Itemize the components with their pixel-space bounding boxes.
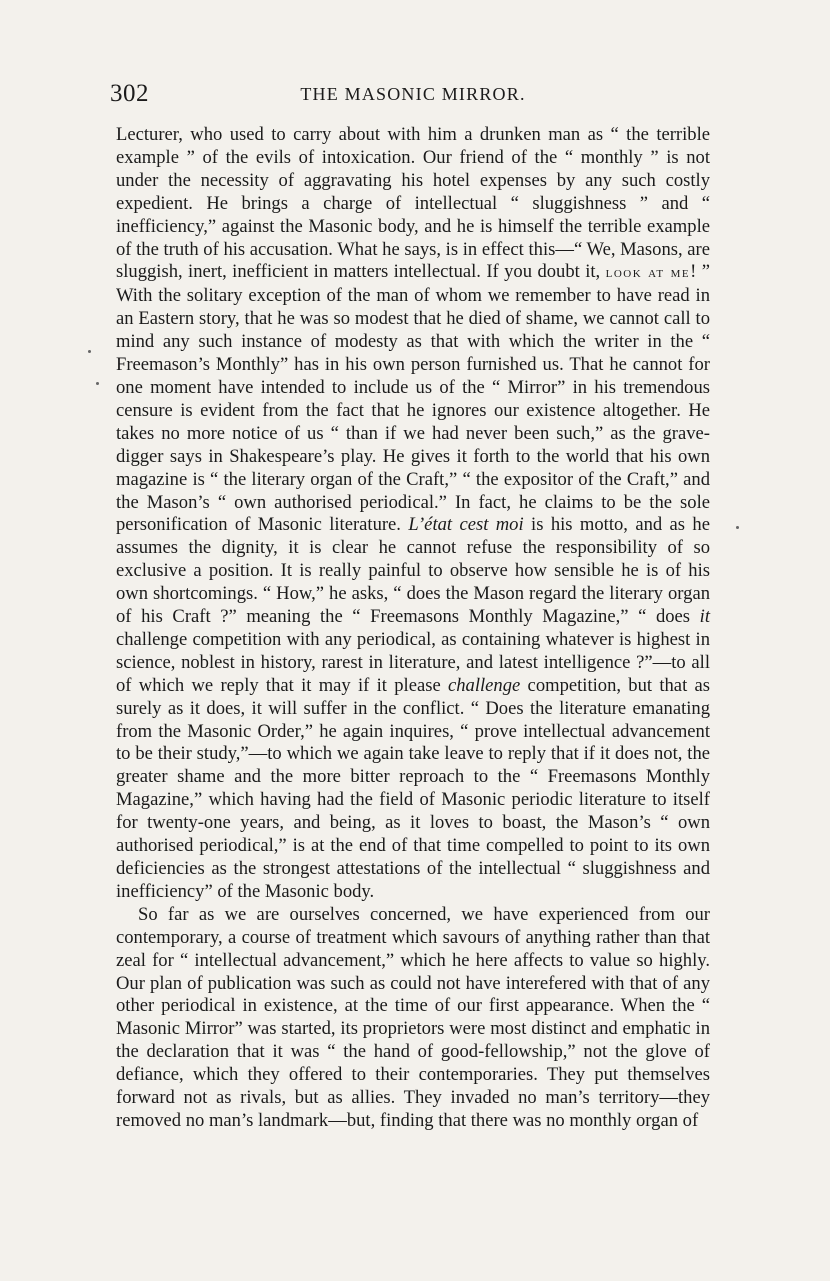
italic-word-challenge: challenge: [448, 674, 521, 696]
page-number: 302: [110, 80, 149, 107]
paragraph-1-text-c: is his motto, and as he assumes the dignity, it is clear he cannot refuse the responsibility of so exclusive a position. It is really painful to observe how sensible he is of his own shortcomings. “ How,” he asks, “ does the Mason regard the literary organ of his Craft ?” meaning the “ Freemasons Monthly Magazine,” “ does: [116, 514, 710, 628]
small-caps-phrase: look at me: [605, 265, 691, 282]
paragraph-1-text-b: ! ” With the solitary exception of the man of whom we remember to have read in an Eastern story, that he was so modest that he died of shame, we cannot call to mind any such instance of modesty as that with which the writer in the “ Freemason’s Monthly” has in his own person furnished us. That he cannot for one moment have intended to include us of the “ Mirror” in his tremendous censure is evident from the fact that he ignores our existence altogether. He takes no more notice of us “ than if we had never been such,” as the grave-digger says in Shakespeare’s play. He gives it forth to the world that his own magazine is “ the literary organ of the Craft,” “ the expositor of the Craft,” and the Mason’s “ own authorised periodical.” In fact, he claims to be the sole personification of Masonic literature.: [116, 261, 710, 536]
paragraph-2: So far as we are ourselves concerned, we have experienced from our contemporary, a course of treatment which savours of anything rather than that zeal for “ intellectual advancement,” which he here affects to value so highly. Our plan of publication was such as could not have interefered with that of any other periodical in existence, at the time of our first appearance. When the “ Masonic Mirror” was started, its proprietors were most distinct and emphatic in the declaration that it was “ the hand of good-fellowship,” not the glove of defiance, which they offered to their contemporaries. They put themselves forward not as rivals, but as allies. They invaded no man’s territory—they removed no man’s landmark—but, finding that there was no monthly organ of: [116, 903, 710, 1131]
italic-phrase-letat: L’état cest moi: [408, 514, 524, 536]
paragraph-1-text-e: competition, but that as surely as it does, it will suffer in the conflict. “ Does the literature emanating from the Masonic Order,” he again inquires, “ prove intellectual advancement to be their study,”—to which we again take leave to reply that if it does not, the greater shame and the more bitter reproach to the “ Freemasons Monthly Magazine,” which having had the field of Masonic periodic literature to itself for twenty-one years, and being, as it loves to boast, the Mason’s “ own authorised periodical,” is at the end of that time compelled to point to its own deficiencies as the strongest attestations of the intellectual “ sluggishness and inefficiency” of the Masonic body.: [116, 674, 710, 902]
paragraph-1-text-d: challenge competition with any periodical, as containing whatever is highest in science, noblest in history, rarest in literature, and latest intelligence ?”—to all of which we reply that it may if it please: [116, 628, 710, 696]
page-header: [110, 80, 716, 110]
margin-speck: [736, 526, 739, 529]
margin-speck: [88, 350, 91, 353]
paragraph-1: [116, 124, 710, 904]
body-text: [116, 124, 710, 1133]
italic-word-it: it: [699, 606, 710, 628]
running-head: THE MASONIC MIRROR.: [300, 84, 526, 104]
margin-speck: [96, 382, 99, 385]
paragraph-1-text-a: Lecturer, who used to carry about with him a drunken man as “ the terrible example ” of the evils of intoxication. Our friend of the “ monthly ” is not under the necessity of aggravating his hotel expenses by any such costly expedient. He brings a charge of intellectual “ sluggishness ” and “ inefficiency,” against the Masonic body, and he is himself the terrible example of the truth of his accusation. What he says, is in effect this—“ We, Masons, are sluggish, inert, inefficient in matters intellectual. If you doubt it,: [116, 124, 710, 283]
